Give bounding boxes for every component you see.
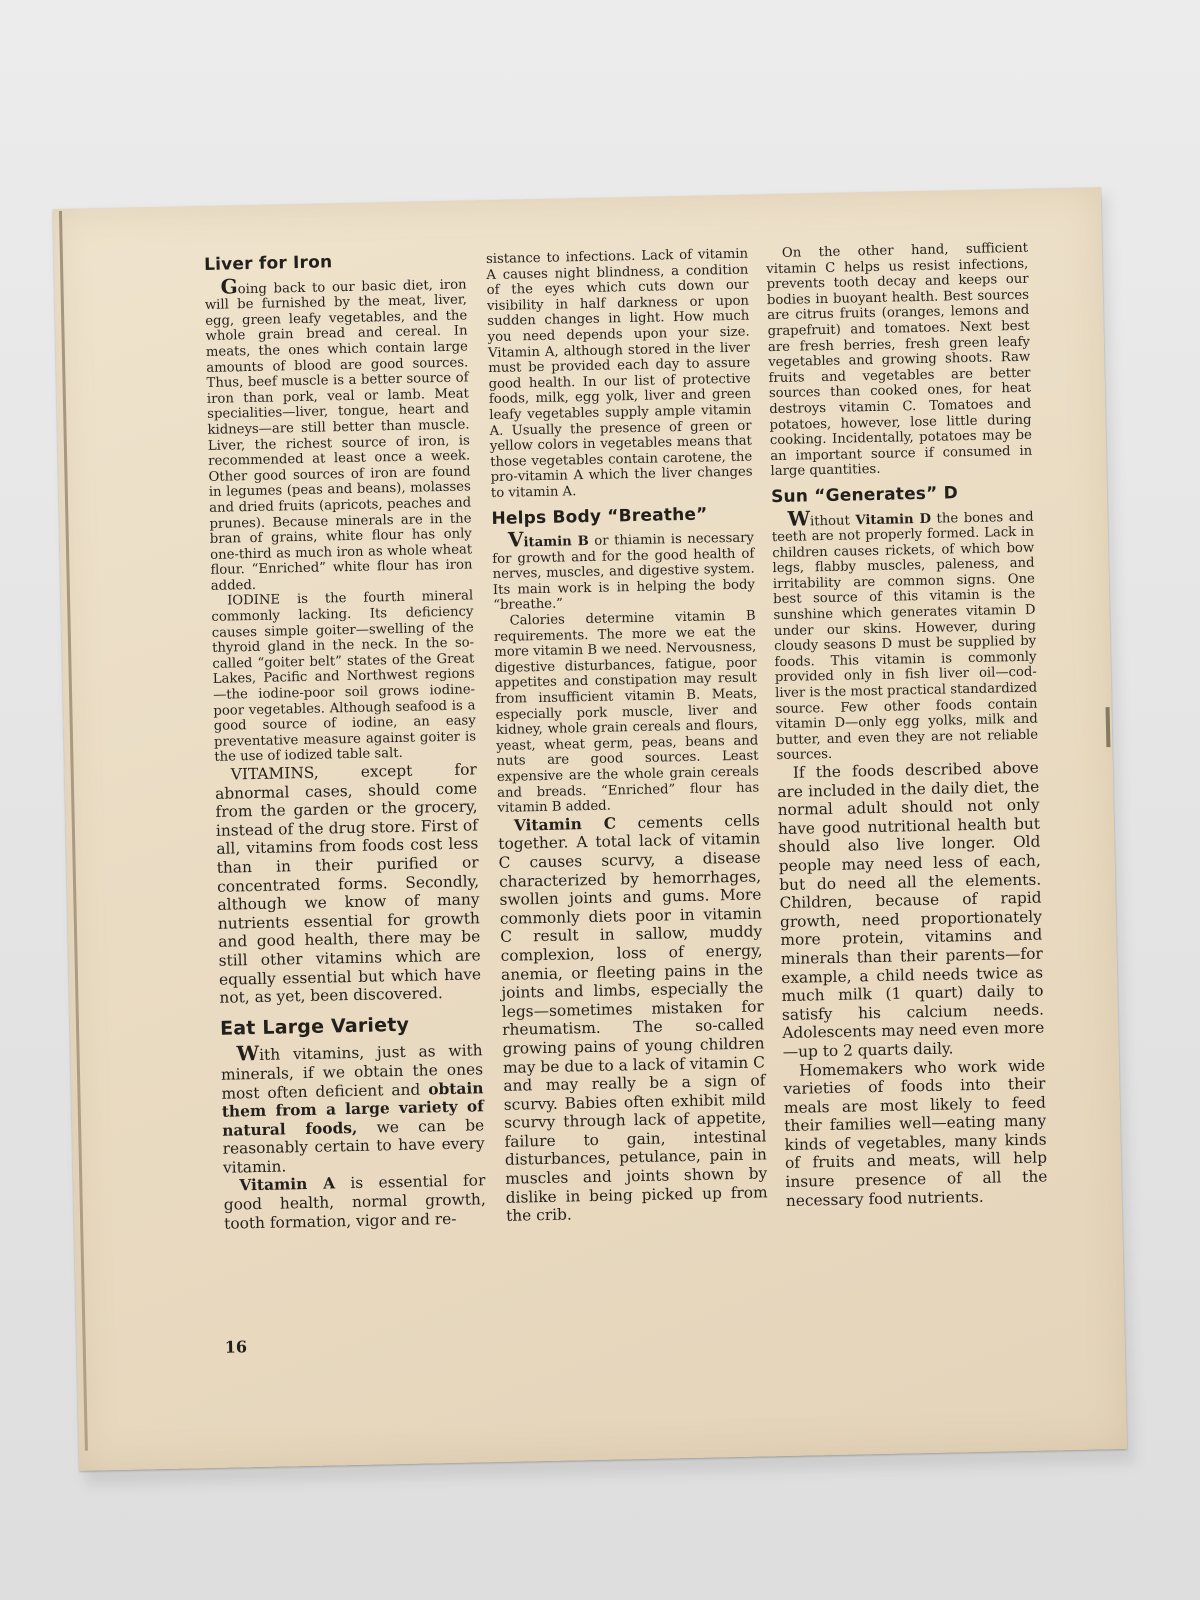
variety-bold-text: obtain them from a large variety of natural foods, — [221, 1078, 484, 1140]
drop-cap: W — [787, 505, 811, 531]
calories-paragraph: Calories determine vitamin B requirements. The more we eat the more vitamin B we need. Nervousness, digestive disturbances, fatigue, poor appetites and constipation may result from insufficient vitamin B. Meats, especially pork muscle, liver and kidney, whole grain cereals and flours, yeast, wheat germ, peas, beans and nuts are good sources. Least expensive are the whole grain cereals and breads. “Enriched” flour has vitamin B added. — [493, 608, 760, 817]
vitamin-c-text: cements cells together. A total lack of vitamin C causes scurvy, a disease characterized by hemorrhages, swollen joints and gums. More commonly diets poor in vitamin C result in sallow, muddy complexion, loss of energy, anemia, or fleeting pains in the joints and limbs, especially the legs—sometimes mistaken for rheumatism. The so-called growing pains of young children may be due to a lack of vitamin C and may really be a sign of scurvy. Babies often exhibit mild scurvy through lack of appetite, failure to gain, intestinal disturbances, petulance, pain in muscles and joints shown by dislike in being picked up from the crib. — [498, 811, 768, 1226]
liver-text: oing back to our basic diet, iron will be furnished by the meat, liver, egg, green leafy vegetables, and the whole grain bread and cereal. In meats, the ones which contain large amounts of blood are good sources. Thus, beef muscle is a better source of iron than pork, veal or lamb. Meat specialities—liver, tongue, heart and kidneys—are still better than muscle. Liver, the richest source of iron, is recommended at least once a week. Other good sources of iron are found in legumes (peas and beans), molasses and dried fruits (apricots, peaches and prunes). Because minerals are in the bran of grains, white flour has only one-third as much iron as whole wheat flour. “Enriched” white flour has iron added. — [204, 277, 473, 594]
variety-paragraph — [220, 1040, 485, 1178]
vitamin-a-paragraph — [223, 1172, 486, 1233]
liver-paragraph — [204, 274, 473, 594]
vitamin-d-label: Vitamin D — [855, 511, 932, 528]
heading-helps-body-breathe: Helps Body “Breathe” — [491, 503, 708, 529]
vitamin-a-continued-paragraph: sistance to infections. Lack of vitamin A causes night blindness, a condition of the eyes which cuts down our visibility in half darkness or upon sudden changes in light. How much you need depends upon your size. Vitamin A, although stored in the liver must be provided each day to assure good health. In our list of protective foods, milk, egg yolk, liver and green leafy vegetables supply ample vitamin A. Usually the presence of green or yellow colors in vegetables means that those vegetables contain carotene, the pro-vitamin A which the liver changes to vitamin A. — [485, 246, 753, 501]
vitamin-d-paragraph — [771, 506, 1038, 764]
vitamin-b-label: itamin B — [523, 534, 589, 551]
staple-mark — [1106, 707, 1111, 747]
booklet-page — [53, 187, 1127, 1471]
vitamins-paragraph: VITAMINS, except for abnormal cases, should come from the garden or the grocery, instead of the drug store. First of all, vitamins from foods cost less than in their purified or concentrated forms. Secondly, although we know of many nutrients essential for growth and good health, there may be still other vitamins which are equally essential but which have not, as yet, been discovered. — [214, 760, 482, 1007]
heading-eat-large-variety: Eat Large Variety — [219, 1013, 410, 1040]
heading-liver-for-iron: Liver for Iron — [203, 252, 333, 275]
homemakers-paragraph: Homemakers who work wide varieties of foods into their meals are most likely to feed their families well—eating many kinds of vegetables, many kinds of fruits and meats, will help insure presence of all the necessary food nutrients. — [783, 1056, 1048, 1210]
vitamin-b-text: or thiamin is necessary for growth and for the good health of nerves, muscles, and digestive system. Its main work is in helping the body “breathe.” — [492, 530, 756, 614]
iodine-paragraph: IODINE is the fourth mineral commonly lacking. Its deficiency causes simple goiter—swelling of the thyroid gland in the neck. In the so-called “goiter belt” states of the Great Lakes, Pacific and Northwest regions—the iodine-poor soil grows iodine-poor vegetables. Although seafood is a good source of iodine, an easy preventative measure against goiter is the use of iodized table salt. — [211, 588, 477, 766]
foods-described-paragraph: If the foods described above are included in the daily diet, the normal adult should not only have good nutritional health but should also live longer. Old people may need less of each, but do need all the elements. Children, because of rapid growth, need proportionately more protein, vitamins and minerals than their parents—for example, a child needs twice as much milk (1 quart) daily to satisfy his calcium needs. Adolescents may need even more—up to 2 quarts daily. — [777, 758, 1045, 1061]
vitamin-c-continued-paragraph: On the other hand, sufficient vitamin C helps us resist infections, prevents tooth decay and keeps our bodies in buoyant health. Best sources are citrus fruits (oranges, lemons and grapefruit) and tomatoes. Next best are fresh berries, fresh green leafy vegetables and growing shoots. Raw fruits and vegetables are better sources than cooked ones, for heat destroys vitamin C. Tomatoes and potatoes, however, lose little during cooking. Incidentally, potatoes may be an important source if consumed in large quantities. — [766, 240, 1033, 480]
page-number: 16 — [224, 1337, 248, 1357]
vitamin-c-paragraph — [498, 811, 769, 1225]
drop-cap: G — [220, 273, 238, 299]
vitamin-c-label: Vitamin C — [513, 814, 617, 835]
drop-cap: V — [507, 527, 524, 552]
vitamin-a-text: is essential for good health, normal growth, tooth formation, vigor and re- — [223, 1171, 486, 1233]
column-2 — [486, 247, 768, 1226]
variety-text: ith vitamins, just as with minerals, if we obtain the ones most often deficient and — [220, 1041, 484, 1103]
variety-text-end: we can be reasonably certain to have every vitamin. — [222, 1115, 485, 1177]
vitamin-d-text-start: ithout — [809, 512, 856, 529]
heading-sun-generates-d: Sun “Generates” D — [770, 483, 959, 508]
vitamin-b-paragraph — [492, 528, 756, 614]
column-3 — [766, 241, 1048, 1211]
vitamin-a-label: Vitamin A — [239, 1174, 336, 1195]
column-1 — [204, 252, 486, 1233]
drop-cap: W — [236, 1041, 260, 1066]
vitamin-d-text: the bones and teeth are not properly formed. Lack in children causes rickets, of which bow legs, flabby muscles, paleness, and irritability are common signs. One best source of this vitamin is the sunshine which generates vitamin D under our skins. However, during cloudy seasons D must be supplied by foods. This vitamin is commonly provided only in fish liver oil—cod-liver is the most practical standardized source. Few other foods contain vitamin D—only egg yolks, milk and butter, and even they are not reliable sources. — [771, 509, 1039, 764]
